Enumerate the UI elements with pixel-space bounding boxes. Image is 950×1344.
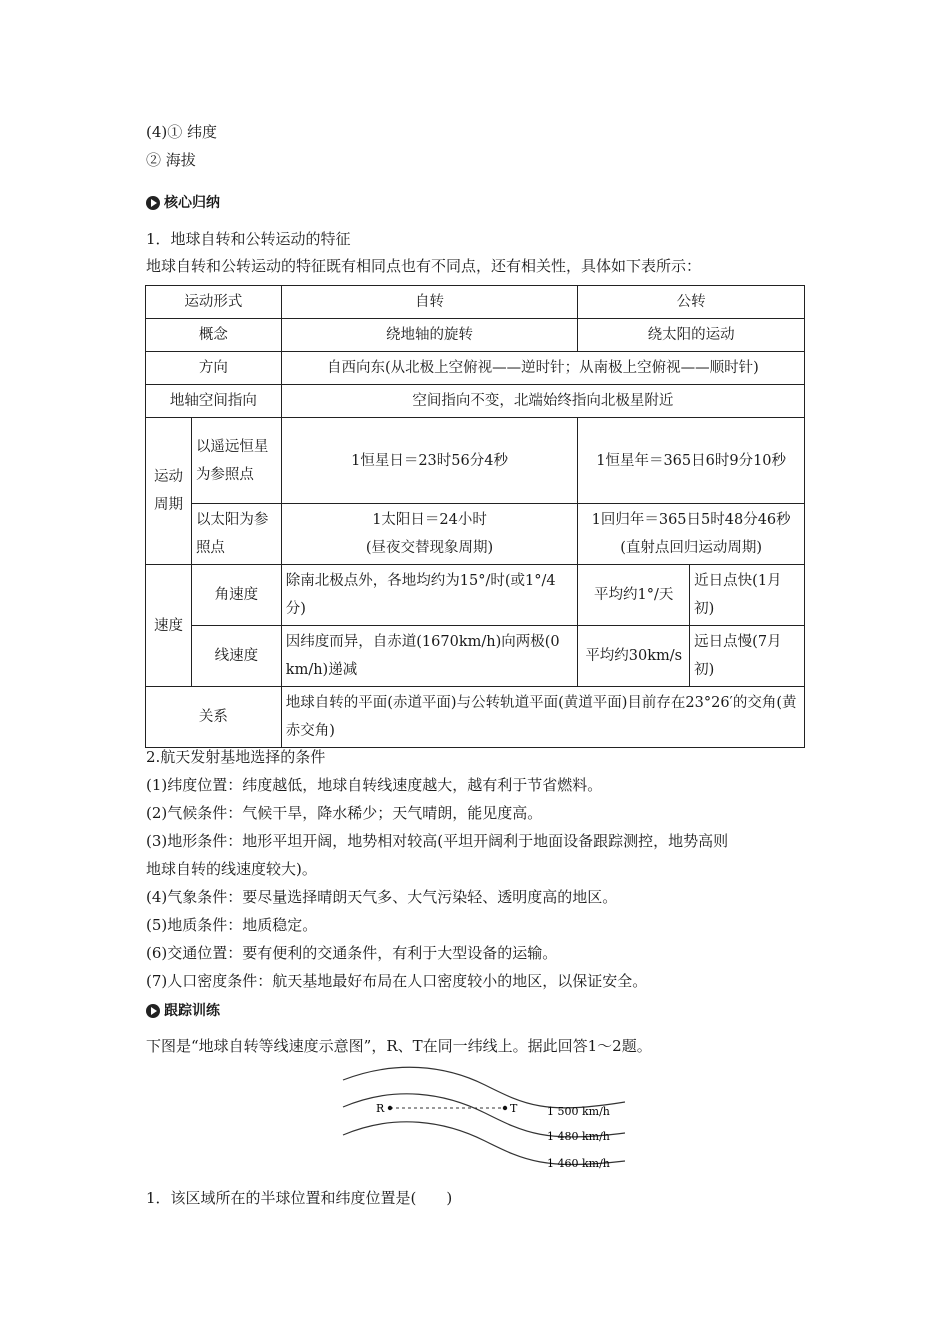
angular-revolution: 平均约1°/天 — [578, 565, 690, 626]
perihelion-note: 近日点快(1月初) — [690, 565, 805, 626]
label-r: R — [376, 1102, 385, 1115]
linear-rotation: 因纬度而异，自赤道(1670km/h)向两极(0 km/h)递减 — [281, 626, 578, 687]
tropical-year: 1回归年＝365日5时48分46秒(直射点回归运动周期) — [578, 504, 805, 565]
isoline-label-1500: 1 500 km/h — [547, 1105, 610, 1118]
th-revolution: 公转 — [578, 286, 805, 319]
solar-day — [281, 504, 578, 565]
section-heading-text: 核心归纳 — [164, 195, 220, 211]
row-period: 运动周期 — [146, 418, 192, 565]
isoline-label-1460: 1 460 km/h — [547, 1157, 610, 1170]
th-rotation: 自转 — [281, 286, 578, 319]
concept-revolution: 绕太阳的运动 — [578, 319, 805, 352]
sidereal-year: 1恒星年＝365日6时9分10秒 — [578, 418, 805, 504]
concept-rotation: 绕地轴的旋转 — [281, 319, 578, 352]
isoline-figure — [335, 1065, 625, 1180]
item-title: 1．地球自转和公转运动的特征 — [146, 230, 351, 248]
row-speed: 速度 — [146, 565, 192, 687]
th-form: 运动形式 — [146, 286, 282, 319]
linear-revolution: 平均约30km/s — [578, 626, 690, 687]
isoline-label-1480: 1 480 km/h — [547, 1130, 610, 1143]
condition-6: (6)交通位置：要有便利的交通条件，有利于大型设备的运输。 — [146, 944, 558, 962]
row-axis: 地轴空间指向 — [146, 385, 282, 418]
row-direction: 方向 — [146, 352, 282, 385]
play-bullet-icon — [146, 1004, 160, 1018]
solar-day-value: 1太阳日＝24小时 — [372, 512, 487, 528]
isoline-1500 — [343, 1067, 625, 1108]
section-heading-core — [146, 193, 220, 213]
section-heading-text: 跟踪训练 — [164, 1003, 220, 1019]
axis-value: 空间指向不变，北端始终指向北极星附近 — [281, 385, 804, 418]
answer-line-2: ② 海拔 — [146, 151, 196, 169]
condition-5: (5)地质条件：地质稳定。 — [146, 916, 318, 934]
condition-7: (7)人口密度条件：航天基地最好布局在人口密度较小的地区，以保证安全。 — [146, 972, 648, 990]
question-1: 1．该区域所在的半球位置和纬度位置是( ) — [146, 1189, 453, 1207]
row-concept: 概念 — [146, 319, 282, 352]
motion-table — [145, 285, 805, 748]
sun-reference: 以太阳为参照点 — [191, 504, 281, 565]
linear-speed: 线速度 — [191, 626, 281, 687]
condition-3: (3)地形条件：地形平坦开阔，地势相对较高(平坦开阔利于地面设备跟踪测控，地势高则 — [146, 832, 729, 850]
section-heading-practice — [146, 1001, 220, 1021]
row-relation: 关系 — [146, 687, 282, 748]
angular-speed: 角速度 — [191, 565, 281, 626]
aphelion-note: 远日点慢(7月初) — [690, 626, 805, 687]
practice-intro: 下图是“地球自转等线速度示意图”，R、T在同一纬线上。据此回答1～2题。 — [146, 1037, 652, 1055]
relation-value: 地球自转的平面(赤道平面)与公转轨道平面(黄道平面)目前存在23°26′的交角(黄赤交角) — [281, 687, 804, 748]
direction-value: 自西向东(从北极上空俯视——逆时针；从南极上空俯视——顺时针) — [281, 352, 804, 385]
condition-2: (2)气候条件：气候干旱，降水稀少；天气晴朗，能见度高。 — [146, 804, 543, 822]
sidereal-day: 1恒星日＝23时56分4秒 — [281, 418, 578, 504]
intro-text: 地球自转和公转运动的特征既有相同点也有不同点，还有相关性，具体如下表所示： — [146, 257, 702, 275]
play-bullet-icon — [146, 196, 160, 210]
condition-3-cont: 地球自转的线速度较大)。 — [146, 860, 317, 878]
angular-rotation: 除南北极点外，各地均约为15°/时(或1°/4分) — [281, 565, 578, 626]
condition-4: (4)气象条件：要尽量选择晴朗天气多、大气污染轻、透明度高的地区。 — [146, 888, 618, 906]
answer-line-1: (4)① 纬度 — [146, 123, 218, 141]
label-t: T — [510, 1102, 518, 1115]
section2-title: 2.航天发射基地选择的条件 — [146, 748, 326, 766]
point-t — [503, 1106, 507, 1110]
condition-1: (1)纬度位置：纬度越低，地球自转线速度越大，越有利于节省燃料。 — [146, 776, 603, 794]
star-reference: 以遥远恒星为参照点 — [191, 418, 281, 504]
point-r — [388, 1106, 392, 1110]
solar-day-note: (昼夜交替现象周期) — [365, 540, 494, 556]
